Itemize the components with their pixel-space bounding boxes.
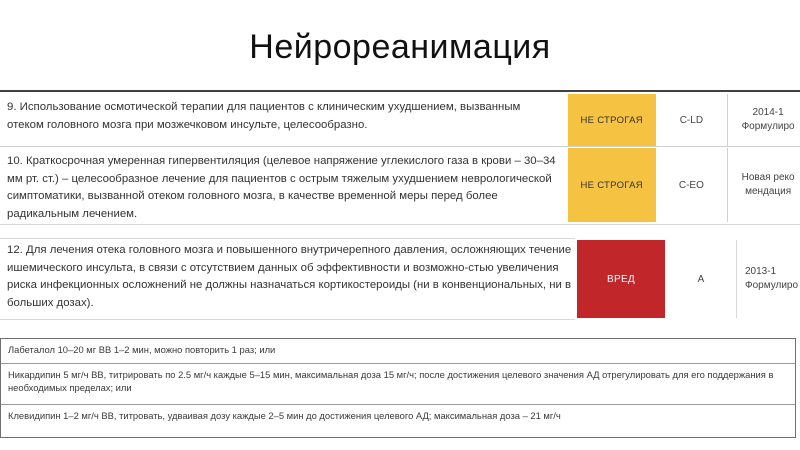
strength-badge: НЕ СТРОГАЯ xyxy=(568,94,656,146)
harm-recommendation xyxy=(0,238,800,320)
table-row: Клевидипин 1–2 мг/ч ВВ, титровать, удваивая дозу каждые 2–5 мин до достижения целевого АД; максимальная доза – 21 мг/ч xyxy=(8,410,561,421)
divider xyxy=(0,238,575,239)
recommendation-source xyxy=(728,148,800,222)
harm-badge: ВРЕД xyxy=(577,240,665,318)
table-row: Никардипин 5 мг/ч ВВ, титрировать по 2.5 мг/ч каждые 5–15 мин, максимальная доза 15 мг/ч; после достижения целевого значения АД отрегулировать для его поддержания в необходимых пределах; или xyxy=(1,364,795,405)
source-line-1: 2014-1 xyxy=(752,107,784,118)
table-row: Лабеталол 10–20 мг ВВ 1–2 мин, можно повторить 1 раз; или xyxy=(1,339,795,364)
recommendation-text: 9. Использование осмотической терапии для пациентов с клиническим ухудшением, вызванным отеком головного мозга при мозжечковом инсульте, целесообразно. xyxy=(7,101,521,131)
source-line-1: 2013-1 xyxy=(745,266,777,277)
bp-treatment-table xyxy=(0,338,796,438)
source-line-2: мендация xyxy=(745,186,792,197)
source-line-2: Формулиро xyxy=(741,121,795,132)
strength-badge: НЕ СТРОГАЯ xyxy=(568,148,656,222)
recommendations-table xyxy=(0,90,800,225)
page-title: Нейрореанимация xyxy=(249,28,551,66)
recommendation-source xyxy=(737,240,800,318)
evidence-level: C-EO xyxy=(656,148,729,222)
recommendation-text: 12. Для лечения отека головного мозга и повышенного внутричерепного давления, осложняющих течение ишемического инсульта, в связи с отсутствием данных об эффективности и возможно-стью увеличения риска инфекционных осложнений не должны назначаться кортикостероиды (ни в конвенциональных, ни в больших дозах). xyxy=(7,244,572,309)
recommendation-row-10 xyxy=(0,148,800,222)
source-line-2: Формулиро xyxy=(745,280,799,291)
divider xyxy=(0,319,575,320)
evidence-level: C-LD xyxy=(656,94,729,146)
recommendation-row-9 xyxy=(0,94,800,147)
recommendation-text: 10. Краткосрочная умеренная гипервентиляция (целевое напряжение углекислого газа в крови – 30–34 мм рт. ст.) – целесообразное лечение для пациентов с острым тяжелым ухудшением неврологической симптоматики, вызванной отеком головного мозга, в качестве временной меры перед более радикальным лечением. xyxy=(7,155,556,220)
evidence-level: A xyxy=(666,240,737,318)
recommendation-source xyxy=(728,94,800,146)
source-line-1: Новая реко xyxy=(741,172,795,183)
